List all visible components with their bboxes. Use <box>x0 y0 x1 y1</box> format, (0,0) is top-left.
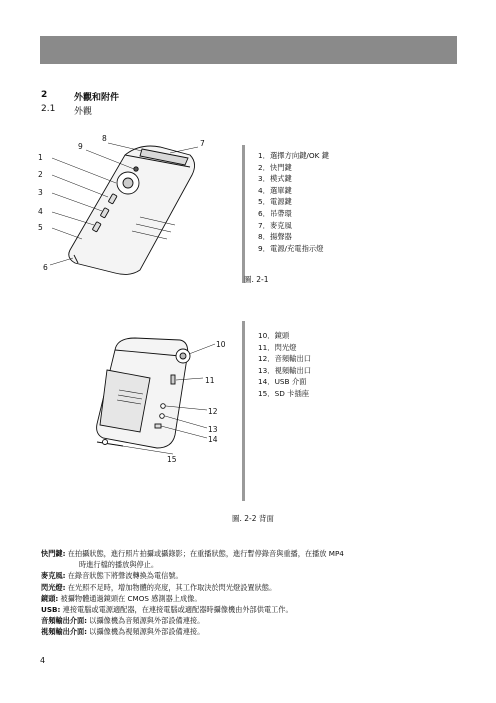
list-item: 8．揚聲器 <box>258 232 292 242</box>
callout-4: 4 <box>38 207 43 216</box>
subsection-title: 外觀 <box>74 107 93 117</box>
front-list-rule <box>242 145 245 283</box>
callout-5: 5 <box>38 223 43 232</box>
list-item: 15．SD 卡插座 <box>258 388 310 398</box>
subsection-number: 2.1 <box>41 104 56 114</box>
description-row: 閃光燈: 在光照不足時，增加物體的亮度，其工作取決於閃光燈設置狀態。 <box>41 582 277 592</box>
page-number: 4 <box>40 656 46 665</box>
callout-3: 3 <box>38 188 43 197</box>
list-item: 2．快門鍵 <box>258 162 292 172</box>
back-view-illustration <box>95 330 235 465</box>
callout-11: 11 <box>205 376 215 385</box>
list-item: 12．音頻輸出口 <box>258 354 312 364</box>
callout-13: 13 <box>208 425 218 434</box>
figure-caption-2-1: 圖. 2-1 <box>244 275 269 284</box>
list-item: 6．吊帶環 <box>258 208 292 218</box>
callout-9: 9 <box>78 142 83 151</box>
description-row: 時進行檔的播放與停止。 <box>79 560 159 570</box>
description-block <box>41 548 461 638</box>
list-item: 9．電源/充電指示燈 <box>258 243 324 253</box>
description-row: 快門鍵: 在拍攝狀態，進行照片拍攝或攝錄影；在重播狀態，進行暫停錄音與重播，在播放 MP4 <box>41 549 344 558</box>
description-row: 麥克風: 在錄音狀態下將聲波轉換為電信號。 <box>41 571 183 581</box>
list-item: 1．選擇方向鍵/OK 鍵 <box>258 151 330 160</box>
back-list-rule <box>242 321 245 501</box>
list-item: 11．閃光燈 <box>258 342 297 352</box>
callout-14: 14 <box>208 435 218 444</box>
list-item: 14．USB 介面 <box>258 377 307 387</box>
description-row: USB: 連接電腦或電源適配器，在連接電腦或適配器時攝像機由外部供電工作。 <box>41 605 293 615</box>
list-item: 10．鏡頭 <box>258 331 290 340</box>
section-title: 外觀和附件 <box>74 93 120 103</box>
list-item: 7．麥克風 <box>258 220 292 230</box>
callout-10: 10 <box>216 340 226 349</box>
front-view-illustration <box>30 125 220 285</box>
header-bar <box>40 36 457 64</box>
callout-12: 12 <box>208 407 218 416</box>
description-row: 音頻輸出介面: 以攝像機為音頻源與外部設備連接。 <box>41 616 205 626</box>
description-row: 鏡頭: 被攝物體通過鏡頭在 CMOS 感測器上成像。 <box>41 593 202 603</box>
callout-7: 7 <box>200 139 205 148</box>
back-parts-list <box>258 330 311 400</box>
list-item: 5．電源鍵 <box>258 197 292 207</box>
section-number: 2 <box>41 90 48 100</box>
callout-2: 2 <box>38 170 43 179</box>
callout-8: 8 <box>102 134 107 143</box>
description-row: 視頻輸出介面: 以攝像機為視頻源與外部設備連接。 <box>41 627 205 637</box>
callout-1: 1 <box>38 153 43 162</box>
figure-caption-2-2: 圖. 2-2 背面 <box>232 514 274 523</box>
list-item: 4．選單鍵 <box>258 185 292 195</box>
callout-6: 6 <box>43 263 48 272</box>
list-item: 3．模式鍵 <box>258 174 292 184</box>
callout-15: 15 <box>167 455 177 464</box>
list-item: 13．視頻輸出口 <box>258 365 312 375</box>
front-parts-list <box>258 150 329 254</box>
